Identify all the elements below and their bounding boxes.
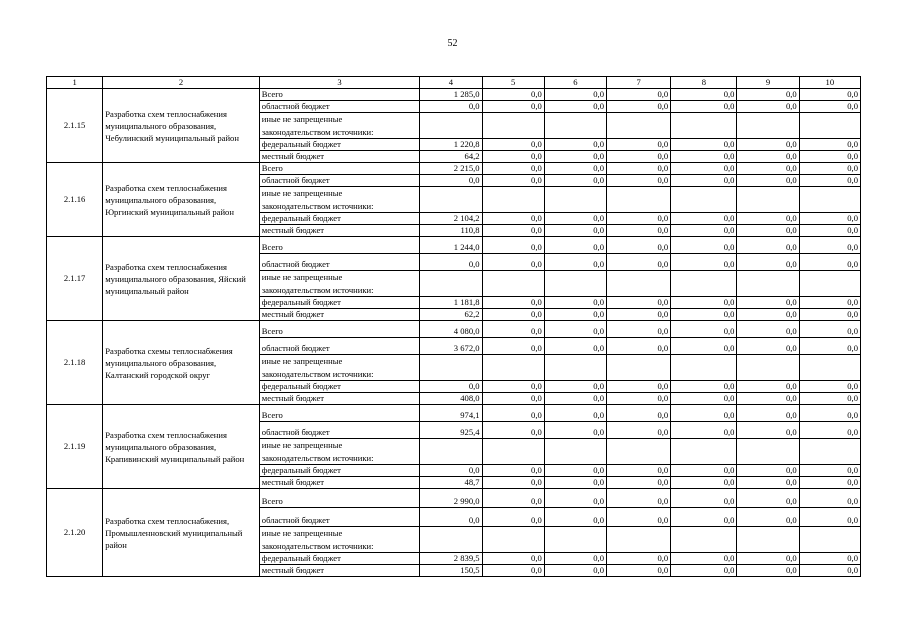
value-cell: 0,0 — [737, 321, 799, 338]
value-cell: 0,0 — [482, 213, 544, 225]
source-regional-label: областной бюджет — [259, 101, 420, 113]
value-cell: 0,0 — [799, 254, 860, 271]
value-cell: 0,0 — [737, 338, 799, 355]
program-code: 2.1.16 — [47, 163, 103, 237]
value-cell: 0,0 — [737, 465, 799, 477]
value-cell: 0,0 — [799, 489, 860, 508]
source-other-label — [259, 271, 420, 297]
value-cell: 408,0 — [420, 393, 482, 405]
empty-cell — [544, 271, 606, 297]
value-cell: 0,0 — [607, 309, 671, 321]
source-local-label: местный бюджет — [259, 309, 420, 321]
value-cell: 0,0 — [737, 489, 799, 508]
value-cell: 0,0 — [799, 477, 860, 489]
table-row — [47, 163, 861, 175]
value-cell: 0,0 — [799, 338, 860, 355]
source-regional-label: областной бюджет — [259, 254, 420, 271]
value-cell: 0,0 — [482, 465, 544, 477]
value-cell: 974,1 — [420, 405, 482, 422]
source-other-label — [259, 527, 420, 553]
value-cell: 0,0 — [607, 405, 671, 422]
value-cell: 0,0 — [607, 508, 671, 527]
value-cell: 0,0 — [482, 254, 544, 271]
value-cell: 0,0 — [607, 101, 671, 113]
value-cell: 0,0 — [482, 225, 544, 237]
value-cell: 2 215,0 — [420, 163, 482, 175]
empty-cell — [607, 527, 671, 553]
value-cell: 0,0 — [544, 139, 606, 151]
value-cell: 0,0 — [420, 508, 482, 527]
value-cell: 0,0 — [607, 422, 671, 439]
source-regional-label: областной бюджет — [259, 508, 420, 527]
value-cell: 0,0 — [607, 139, 671, 151]
value-cell: 0,0 — [799, 553, 860, 565]
value-cell: 0,0 — [737, 151, 799, 163]
table-row — [47, 237, 861, 254]
table-body — [47, 77, 861, 577]
value-cell: 0,0 — [671, 163, 737, 175]
program-name: Разработка схемы теплоснабжения муниципального образования, Калтанский городской округ — [103, 321, 260, 405]
value-cell: 0,0 — [671, 508, 737, 527]
value-cell: 4 080,0 — [420, 321, 482, 338]
value-cell: 0,0 — [544, 254, 606, 271]
value-cell: 0,0 — [482, 508, 544, 527]
value-cell: 0,0 — [671, 393, 737, 405]
value-cell: 0,0 — [799, 309, 860, 321]
value-cell: 0,0 — [544, 565, 606, 577]
source-other-line-2: законодательством источники: — [261, 452, 374, 463]
value-cell: 0,0 — [799, 422, 860, 439]
empty-cell — [799, 527, 860, 553]
empty-cell — [544, 187, 606, 213]
column-header: 10 — [799, 77, 860, 89]
empty-cell — [420, 271, 482, 297]
value-cell: 0,0 — [799, 465, 860, 477]
source-other-line-2: законодательством источники: — [261, 368, 374, 379]
value-cell: 0,0 — [671, 254, 737, 271]
value-cell: 0,0 — [482, 297, 544, 309]
value-cell: 0,0 — [607, 489, 671, 508]
empty-cell — [671, 271, 737, 297]
value-cell: 0,0 — [482, 163, 544, 175]
value-cell: 3 672,0 — [420, 338, 482, 355]
page-number: 52 — [447, 38, 458, 49]
value-cell: 0,0 — [671, 237, 737, 254]
empty-cell — [420, 439, 482, 465]
empty-cell — [737, 439, 799, 465]
value-cell: 0,0 — [671, 309, 737, 321]
value-cell: 0,0 — [671, 297, 737, 309]
value-cell: 0,0 — [420, 381, 482, 393]
value-cell: 0,0 — [737, 381, 799, 393]
source-local-label: местный бюджет — [259, 477, 420, 489]
value-cell: 0,0 — [799, 225, 860, 237]
source-federal-label: федеральный бюджет — [259, 297, 420, 309]
value-cell: 0,0 — [799, 151, 860, 163]
value-cell: 0,0 — [544, 163, 606, 175]
value-cell: 0,0 — [799, 321, 860, 338]
value-cell: 0,0 — [737, 213, 799, 225]
value-cell: 150,5 — [420, 565, 482, 577]
empty-cell — [737, 527, 799, 553]
value-cell: 0,0 — [799, 297, 860, 309]
empty-cell — [420, 187, 482, 213]
empty-cell — [544, 113, 606, 139]
value-cell: 0,0 — [671, 321, 737, 338]
source-other-line-2: законодательством источники: — [261, 284, 374, 295]
program-code: 2.1.19 — [47, 405, 103, 489]
empty-cell — [737, 271, 799, 297]
value-cell: 0,0 — [671, 553, 737, 565]
source-other-label — [259, 439, 420, 465]
value-cell: 0,0 — [482, 309, 544, 321]
value-cell: 0,0 — [482, 405, 544, 422]
value-cell: 0,0 — [671, 338, 737, 355]
value-cell: 0,0 — [482, 489, 544, 508]
value-cell: 2 104,2 — [420, 213, 482, 225]
value-cell: 0,0 — [544, 101, 606, 113]
value-cell: 0,0 — [607, 553, 671, 565]
value-cell: 0,0 — [799, 508, 860, 527]
value-cell: 1 244,0 — [420, 237, 482, 254]
value-cell: 0,0 — [482, 477, 544, 489]
program-code: 2.1.18 — [47, 321, 103, 405]
source-federal-label: федеральный бюджет — [259, 139, 420, 151]
source-federal-label: федеральный бюджет — [259, 213, 420, 225]
value-cell: 0,0 — [607, 565, 671, 577]
source-federal-label: федеральный бюджет — [259, 381, 420, 393]
value-cell: 0,0 — [482, 321, 544, 338]
value-cell: 0,0 — [671, 139, 737, 151]
program-name: Разработка схем теплоснабжения муниципального образования, Крапивинский муниципальный район — [103, 405, 260, 489]
empty-cell — [799, 113, 860, 139]
value-cell: 0,0 — [737, 254, 799, 271]
empty-cell — [737, 113, 799, 139]
value-cell: 0,0 — [799, 163, 860, 175]
value-cell: 0,0 — [671, 565, 737, 577]
source-regional-label: областной бюджет — [259, 338, 420, 355]
value-cell: 0,0 — [544, 422, 606, 439]
column-header: 5 — [482, 77, 544, 89]
value-cell: 0,0 — [544, 338, 606, 355]
program-code: 2.1.20 — [47, 489, 103, 577]
source-total-label: Всего — [259, 405, 420, 422]
value-cell: 0,0 — [420, 175, 482, 187]
header-row — [47, 77, 861, 89]
value-cell: 0,0 — [799, 381, 860, 393]
value-cell: 0,0 — [482, 151, 544, 163]
value-cell: 64,2 — [420, 151, 482, 163]
value-cell: 0,0 — [482, 175, 544, 187]
source-other-label — [259, 355, 420, 381]
empty-cell — [544, 439, 606, 465]
value-cell: 2 990,0 — [420, 489, 482, 508]
value-cell: 0,0 — [482, 553, 544, 565]
empty-cell — [482, 527, 544, 553]
empty-cell — [607, 113, 671, 139]
source-other-label — [259, 113, 420, 139]
value-cell: 0,0 — [607, 338, 671, 355]
value-cell: 0,0 — [482, 139, 544, 151]
empty-cell — [671, 113, 737, 139]
empty-cell — [607, 439, 671, 465]
empty-cell — [420, 355, 482, 381]
value-cell: 0,0 — [607, 321, 671, 338]
value-cell: 0,0 — [737, 508, 799, 527]
value-cell: 0,0 — [544, 175, 606, 187]
table-row — [47, 89, 861, 101]
value-cell: 0,0 — [671, 381, 737, 393]
value-cell: 0,0 — [671, 405, 737, 422]
value-cell: 0,0 — [737, 565, 799, 577]
value-cell: 0,0 — [737, 477, 799, 489]
value-cell: 0,0 — [737, 393, 799, 405]
empty-cell — [799, 187, 860, 213]
value-cell: 0,0 — [671, 213, 737, 225]
value-cell: 0,0 — [799, 101, 860, 113]
value-cell: 0,0 — [737, 237, 799, 254]
value-cell: 0,0 — [737, 553, 799, 565]
value-cell: 0,0 — [737, 139, 799, 151]
program-name: Разработка схем теплоснабжения, Промышленновский муниципальный район — [103, 489, 260, 577]
value-cell: 0,0 — [737, 422, 799, 439]
value-cell: 0,0 — [544, 381, 606, 393]
value-cell: 0,0 — [607, 477, 671, 489]
empty-cell — [420, 113, 482, 139]
value-cell: 0,0 — [799, 405, 860, 422]
value-cell: 0,0 — [737, 163, 799, 175]
value-cell: 2 839,5 — [420, 553, 482, 565]
value-cell: 0,0 — [607, 297, 671, 309]
empty-cell — [799, 439, 860, 465]
value-cell: 0,0 — [482, 338, 544, 355]
empty-cell — [482, 439, 544, 465]
value-cell: 0,0 — [799, 175, 860, 187]
column-header: 7 — [607, 77, 671, 89]
source-total-label: Всего — [259, 321, 420, 338]
empty-cell — [671, 527, 737, 553]
empty-cell — [737, 187, 799, 213]
value-cell: 0,0 — [482, 237, 544, 254]
value-cell: 0,0 — [544, 151, 606, 163]
value-cell: 0,0 — [799, 565, 860, 577]
value-cell: 0,0 — [737, 89, 799, 101]
value-cell: 0,0 — [607, 151, 671, 163]
value-cell: 0,0 — [482, 422, 544, 439]
value-cell: 0,0 — [799, 213, 860, 225]
source-local-label: местный бюджет — [259, 393, 420, 405]
value-cell: 0,0 — [607, 465, 671, 477]
value-cell: 925,4 — [420, 422, 482, 439]
value-cell: 1 220,8 — [420, 139, 482, 151]
value-cell: 0,0 — [544, 309, 606, 321]
value-cell: 0,0 — [607, 254, 671, 271]
value-cell: 0,0 — [607, 163, 671, 175]
value-cell: 0,0 — [671, 101, 737, 113]
column-header: 1 — [47, 77, 103, 89]
source-total-label: Всего — [259, 89, 420, 101]
value-cell: 0,0 — [420, 101, 482, 113]
value-cell: 0,0 — [482, 101, 544, 113]
value-cell: 0,0 — [607, 393, 671, 405]
value-cell: 0,0 — [544, 225, 606, 237]
value-cell: 0,0 — [737, 225, 799, 237]
value-cell: 0,0 — [544, 237, 606, 254]
table-row — [47, 489, 861, 508]
value-cell: 0,0 — [420, 465, 482, 477]
source-other-line-2: законодательством источники: — [261, 126, 374, 137]
source-local-label: местный бюджет — [259, 151, 420, 163]
source-total-label: Всего — [259, 489, 420, 508]
table-row — [47, 321, 861, 338]
column-header: 8 — [671, 77, 737, 89]
value-cell: 0,0 — [482, 565, 544, 577]
value-cell: 0,0 — [671, 422, 737, 439]
column-header: 9 — [737, 77, 799, 89]
source-other-line-2: законодательством источники: — [261, 200, 374, 211]
value-cell: 0,0 — [607, 237, 671, 254]
source-local-label: местный бюджет — [259, 565, 420, 577]
value-cell: 0,0 — [544, 477, 606, 489]
program-name: Разработка схем теплоснабжения муниципального образования, Яйский муниципальный район — [103, 237, 260, 321]
budget-table — [46, 76, 861, 577]
program-code: 2.1.17 — [47, 237, 103, 321]
value-cell: 0,0 — [607, 225, 671, 237]
value-cell: 0,0 — [482, 393, 544, 405]
empty-cell — [671, 355, 737, 381]
empty-cell — [544, 527, 606, 553]
source-other-line-1: иные не запрещенные — [261, 188, 343, 198]
value-cell: 0,0 — [799, 139, 860, 151]
value-cell: 0,0 — [544, 489, 606, 508]
column-header: 4 — [420, 77, 482, 89]
value-cell: 0,0 — [671, 465, 737, 477]
column-header: 3 — [259, 77, 420, 89]
empty-cell — [607, 271, 671, 297]
program-name: Разработка схем теплоснабжения муниципального образования, Юргинский муниципальный район — [103, 163, 260, 237]
value-cell: 0,0 — [544, 405, 606, 422]
source-total-label: Всего — [259, 237, 420, 254]
value-cell: 0,0 — [544, 321, 606, 338]
value-cell: 0,0 — [671, 175, 737, 187]
empty-cell — [482, 355, 544, 381]
value-cell: 62,2 — [420, 309, 482, 321]
empty-cell — [671, 187, 737, 213]
value-cell: 0,0 — [671, 225, 737, 237]
value-cell: 0,0 — [799, 237, 860, 254]
value-cell: 0,0 — [737, 309, 799, 321]
value-cell: 0,0 — [482, 89, 544, 101]
source-federal-label: федеральный бюджет — [259, 465, 420, 477]
empty-cell — [420, 527, 482, 553]
value-cell: 48,7 — [420, 477, 482, 489]
value-cell: 1 285,0 — [420, 89, 482, 101]
table-row — [47, 405, 861, 422]
value-cell: 0,0 — [799, 393, 860, 405]
value-cell: 0,0 — [420, 254, 482, 271]
empty-cell — [799, 355, 860, 381]
value-cell: 0,0 — [482, 381, 544, 393]
value-cell: 0,0 — [544, 297, 606, 309]
source-regional-label: областной бюджет — [259, 422, 420, 439]
empty-cell — [737, 355, 799, 381]
value-cell: 1 181,8 — [420, 297, 482, 309]
source-other-line-2: законодательством источники: — [261, 540, 374, 551]
empty-cell — [607, 355, 671, 381]
empty-cell — [671, 439, 737, 465]
source-other-line-1: иные не запрещенные — [261, 356, 343, 366]
source-other-label — [259, 187, 420, 213]
column-header: 2 — [103, 77, 260, 89]
value-cell: 0,0 — [799, 89, 860, 101]
value-cell: 0,0 — [671, 151, 737, 163]
value-cell: 0,0 — [671, 489, 737, 508]
source-other-line-1: иные не запрещенные — [261, 114, 343, 124]
value-cell: 0,0 — [607, 213, 671, 225]
value-cell: 0,0 — [544, 393, 606, 405]
empty-cell — [544, 355, 606, 381]
value-cell: 0,0 — [737, 405, 799, 422]
source-other-line-1: иные не запрещенные — [261, 528, 343, 538]
value-cell: 110,8 — [420, 225, 482, 237]
source-federal-label: федеральный бюджет — [259, 553, 420, 565]
empty-cell — [482, 271, 544, 297]
value-cell: 0,0 — [544, 89, 606, 101]
column-header: 6 — [544, 77, 606, 89]
value-cell: 0,0 — [737, 297, 799, 309]
empty-cell — [482, 187, 544, 213]
empty-cell — [799, 271, 860, 297]
source-regional-label: областной бюджет — [259, 175, 420, 187]
value-cell: 0,0 — [544, 213, 606, 225]
value-cell: 0,0 — [607, 175, 671, 187]
value-cell: 0,0 — [737, 101, 799, 113]
empty-cell — [607, 187, 671, 213]
source-total-label: Всего — [259, 163, 420, 175]
value-cell: 0,0 — [544, 508, 606, 527]
source-other-line-1: иные не запрещенные — [261, 272, 343, 282]
program-code: 2.1.15 — [47, 89, 103, 163]
value-cell: 0,0 — [671, 477, 737, 489]
source-local-label: местный бюджет — [259, 225, 420, 237]
value-cell: 0,0 — [544, 465, 606, 477]
program-name: Разработка схем теплоснабжения муниципального образования, Чебулинский муниципальный район — [103, 89, 260, 163]
value-cell: 0,0 — [544, 553, 606, 565]
value-cell: 0,0 — [607, 381, 671, 393]
source-other-line-1: иные не запрещенные — [261, 440, 343, 450]
value-cell: 0,0 — [737, 175, 799, 187]
value-cell: 0,0 — [671, 89, 737, 101]
value-cell: 0,0 — [607, 89, 671, 101]
empty-cell — [482, 113, 544, 139]
